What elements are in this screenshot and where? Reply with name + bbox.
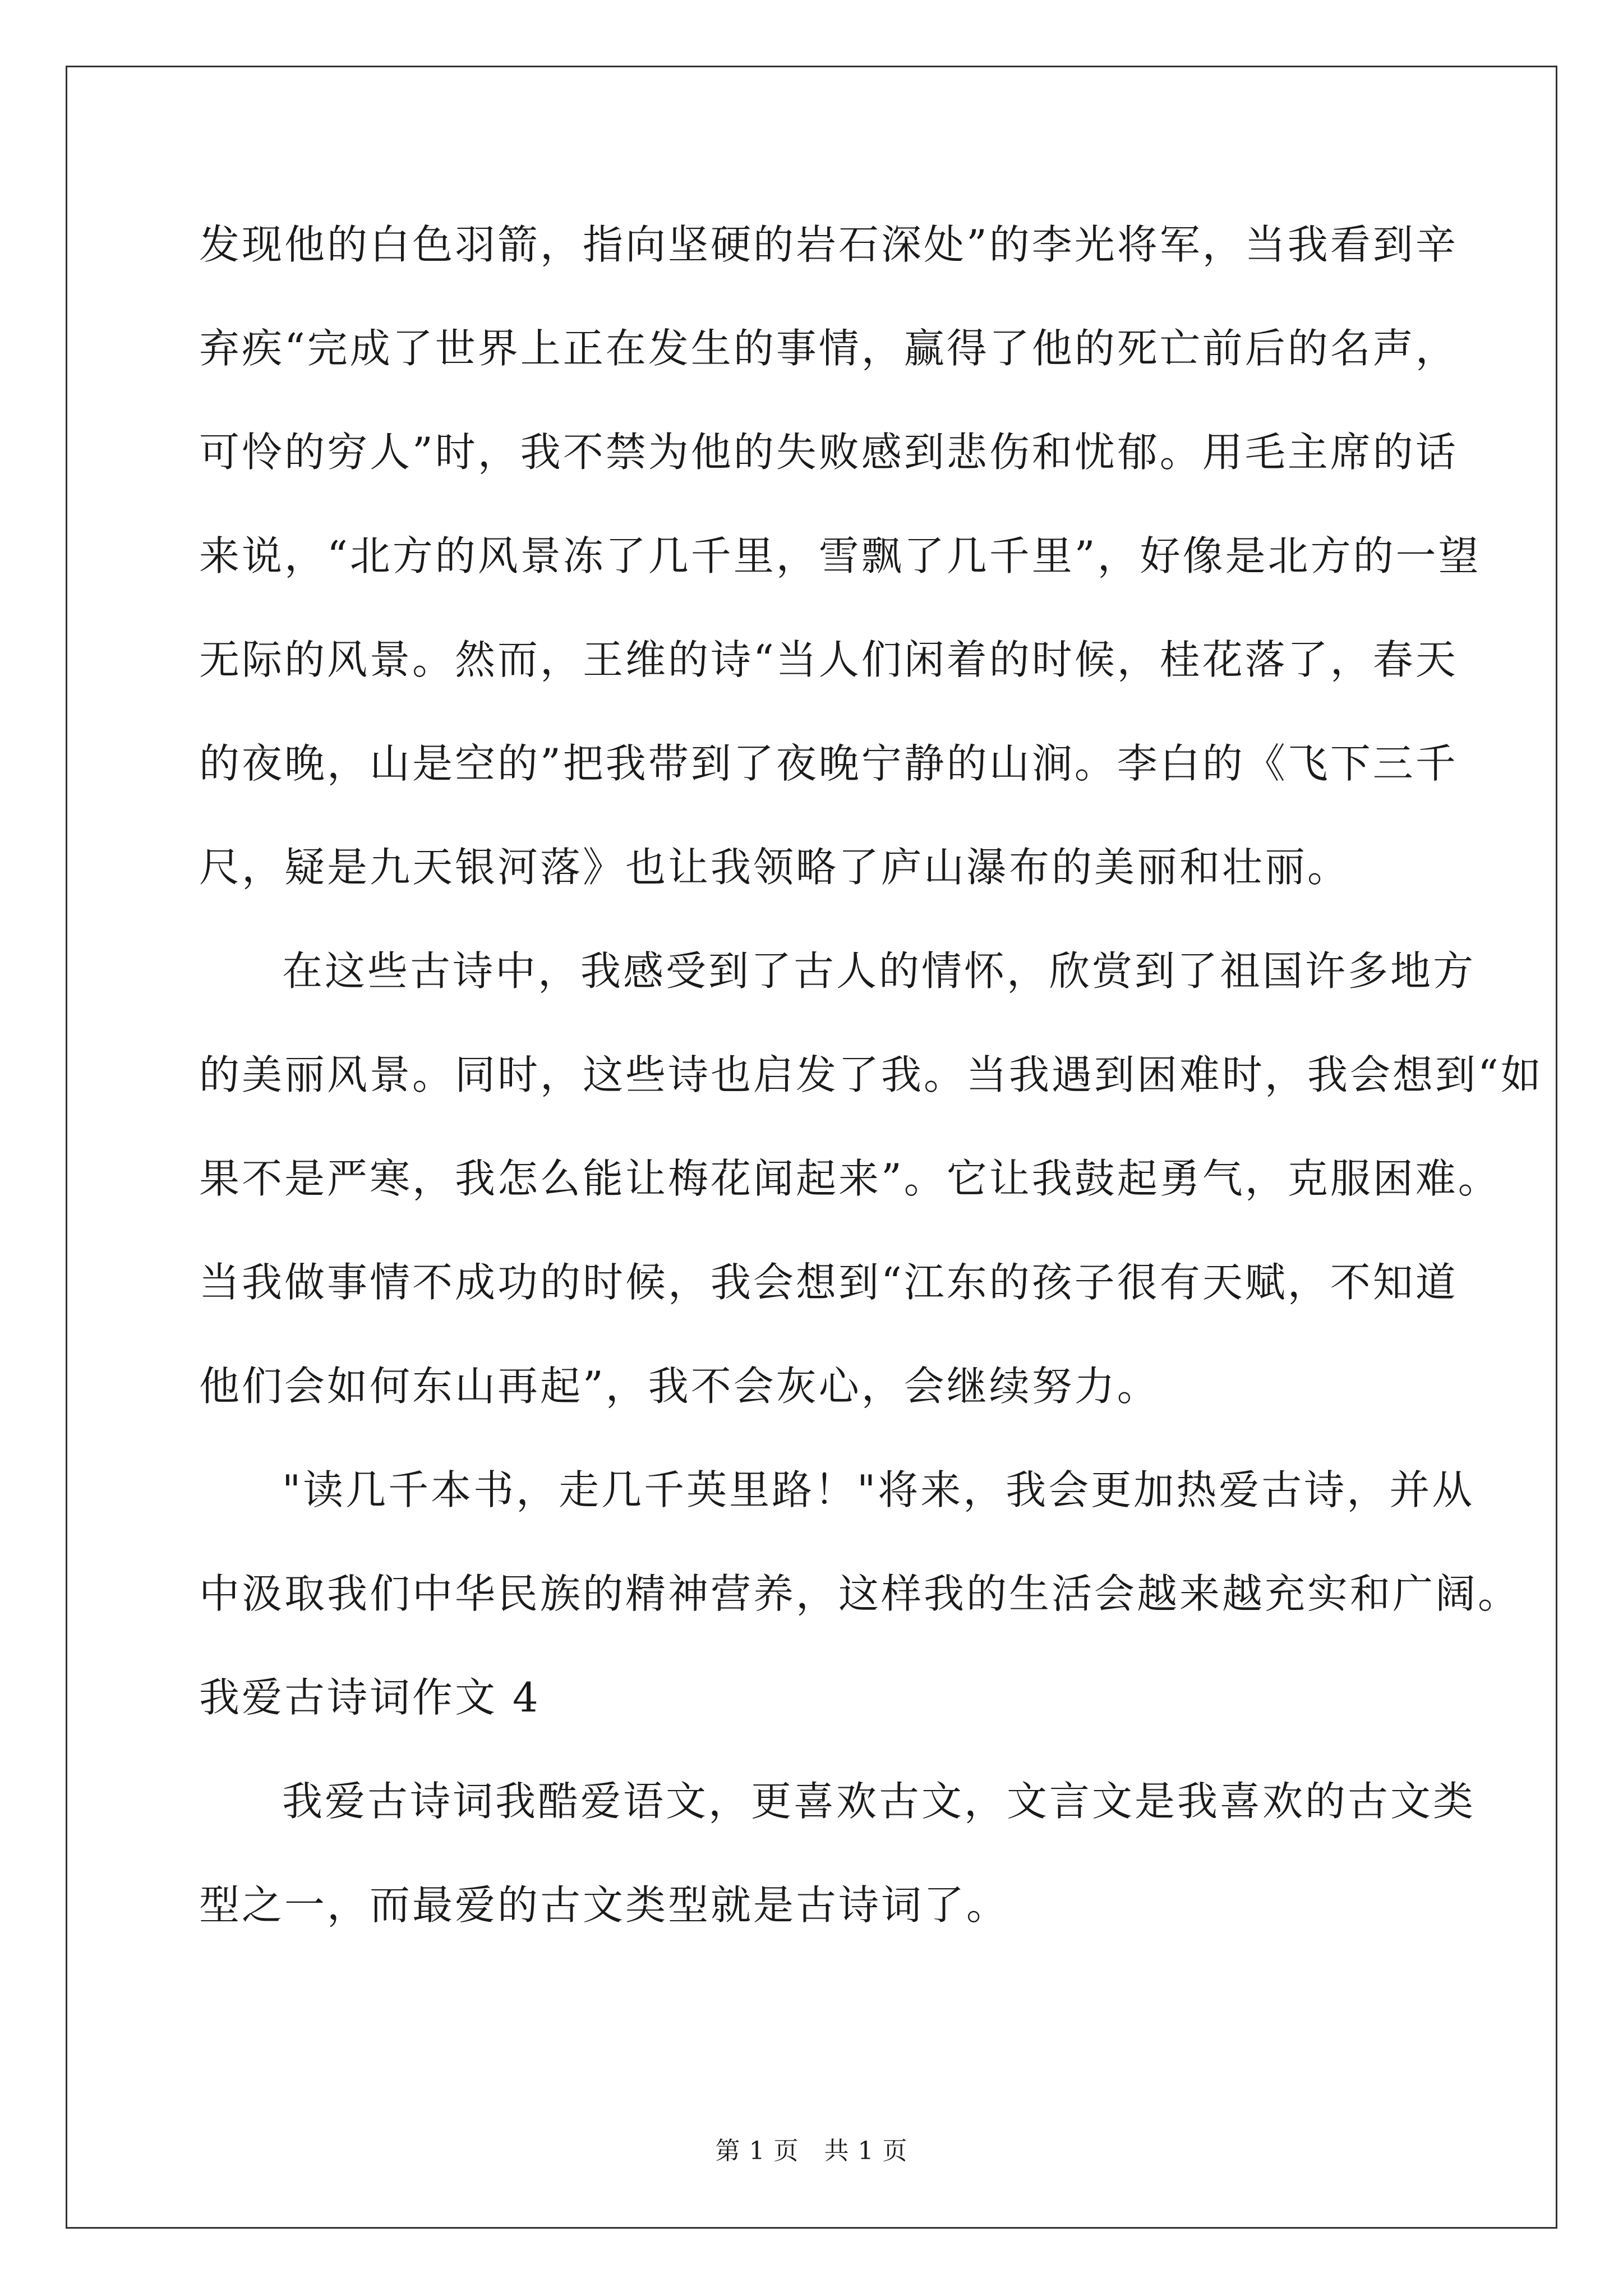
paragraph-line: 果不是严寒，我怎么能让梅花闻起来”。它让我鼓起勇气，克服困难。 — [199, 1155, 1501, 1202]
paragraph-line: 发现他的白色羽箭，指向坚硬的岩石深处”的李光将军，当我看到辛 — [199, 221, 1458, 268]
paragraph-line: 在这些古诗中，我感受到了古人的情怀，欣赏到了祖国许多地方 — [282, 947, 1476, 995]
paragraph-line: 中汲取我们中华民族的精神营养，这样我的生活会越来越充实和广阔。 — [199, 1570, 1521, 1617]
paragraph-line: 的美丽风景。同时，这些诗也启发了我。当我遇到困难时，我会想到“如 — [199, 1051, 1543, 1098]
paragraph-line: 他们会如何东山再起”，我不会灰心，会继续努力。 — [199, 1363, 1160, 1410]
paragraph-line: 可怜的穷人”时，我不禁为他的失败感到悲伤和忧郁。用毛主席的话 — [199, 429, 1458, 476]
paragraph-line: 无际的风景。然而，王维的诗“当人们闲着的时候，桂花落了，春天 — [199, 636, 1458, 683]
paragraph-line: 型之一，而最爱的古文类型就是古诗词了。 — [199, 1881, 1009, 1929]
page-footer: 第 1 页 共 1 页 — [715, 2137, 908, 2165]
paragraph-line: 当我做事情不成功的时候，我会想到“江东的孩子很有天赋，不知道 — [199, 1259, 1458, 1306]
paragraph-line: 弃疾“完成了世界上正在发生的事情，赢得了他的死亡前后的名声， — [199, 325, 1458, 372]
paragraph-line: 的夜晚，山是空的”把我带到了夜晚宁静的山涧。李白的《飞下三千 — [199, 740, 1458, 787]
section-heading: 我爱古诗词作文 4 — [199, 1674, 541, 1721]
paragraph-line: 我爱古诗词我酷爱语文，更喜欢古文，文言文是我喜欢的古文类 — [282, 1778, 1476, 1825]
paragraph-line: 来说，“北方的风景冻了几千里，雪飘了几千里”，好像是北方的一望 — [199, 532, 1481, 579]
paragraph-line: "读几千本书，走几千英里路！"将来，我会更加热爱古诗，并从 — [282, 1466, 1475, 1513]
paragraph-line: 尺，疑是九天银河落》也让我领略了庐山瀑布的美丽和壮丽。 — [199, 844, 1350, 891]
